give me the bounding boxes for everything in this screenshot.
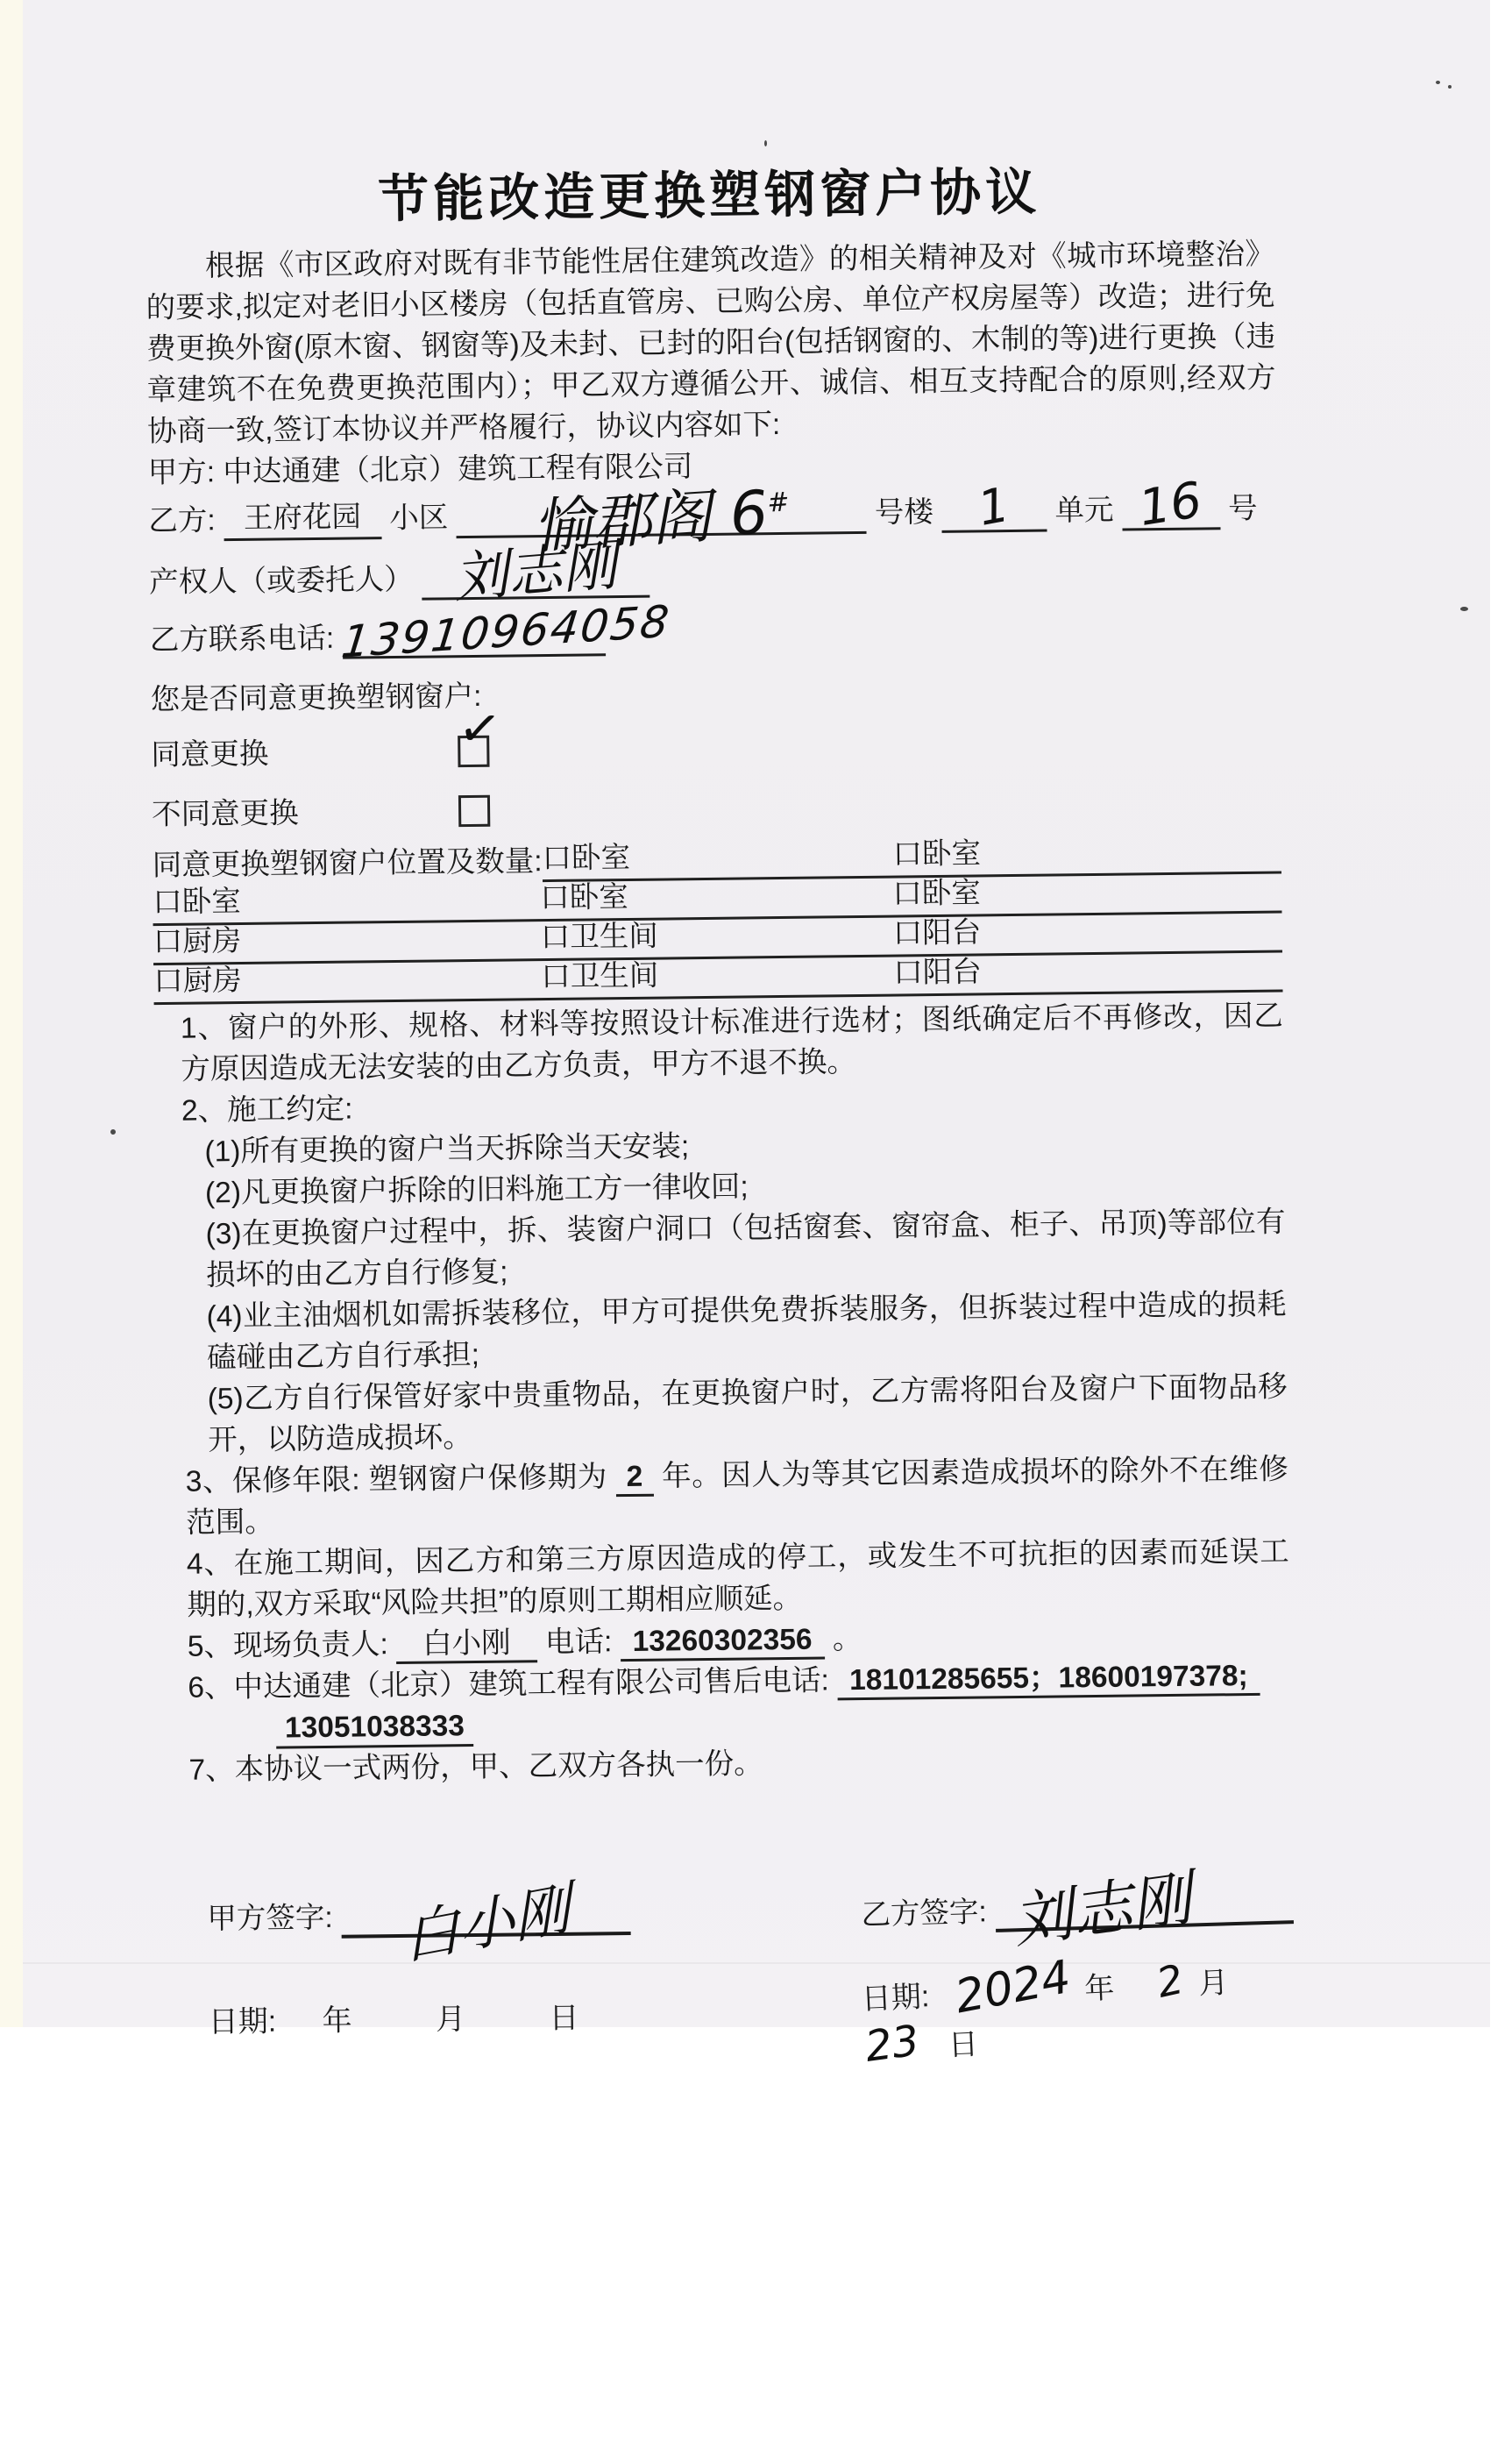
warranty-years-value: 2 — [615, 1461, 653, 1497]
community-suffix-label: 小区 — [389, 502, 449, 536]
locations-table — [153, 837, 1283, 1006]
aftersales-phones-1: 18101285655；18600197378; — [837, 1660, 1260, 1700]
address-blank — [456, 478, 867, 563]
clause-2-item-1: (1)所有更换的窗户当天拆除当天安装; — [204, 1130, 690, 1169]
party-a-label: 甲方: — [147, 456, 216, 490]
document-page — [23, 0, 1490, 2072]
site-manager-name: 白小刚 — [396, 1626, 537, 1664]
party-b-signature-label: 乙方签字: — [860, 1896, 988, 1932]
party-a-date-label: 日期: — [208, 2004, 277, 2039]
clause-1: 1、窗户的外形、规格、材料等按照设计标准进行选材；图纸确定后不再修改，因乙方原因造成无法安装的由乙方负责，甲方不退不换。 — [180, 1000, 1284, 1086]
party-a-date-block — [165, 1990, 862, 2041]
party-a-signature-line — [341, 1876, 631, 1973]
disagree-choice-row — [152, 779, 1281, 838]
table-cell: 口卧室 — [542, 841, 631, 876]
site-manager-label: 5、现场负责人: — [187, 1628, 389, 1663]
aftersales-label: 6、中达通建（北京）建筑工程有限公司售后电话: — [188, 1664, 830, 1704]
owner-line — [148, 532, 1279, 612]
table-cell: 口厨房 — [153, 924, 242, 959]
table-cell: 口阳台 — [892, 916, 982, 950]
building-no-blank — [941, 476, 1047, 537]
table-cell: 口卧室 — [540, 880, 628, 915]
party-b-date-year-label: 年 — [1083, 1971, 1116, 2006]
clause-2-item-4: (4)业主油烟机如需拆装移位，甲方可提供免费拆装服务，但拆装过程中造成的损耗磕碰由乙方自行承担; — [206, 1288, 1287, 1375]
party-b-date-day-handwriting: 23 — [862, 2016, 922, 2072]
clause-2-title: 2、施工约定: — [181, 1092, 353, 1128]
party-a-date-day-label: 日 — [549, 2001, 579, 2035]
disagree-label: 不同意更换 — [151, 796, 299, 831]
party-b-phone-blank — [338, 595, 673, 668]
building-label: 号楼 — [874, 496, 934, 530]
party-b-date-day-label: 日 — [948, 2027, 979, 2063]
clause-7: 7、本协议一式两份，甲、乙双方各执一份。 — [188, 1747, 763, 1787]
clause-3-suffix: 年。因人为等其它因素造成损坏的除外不在维修范围。 — [186, 1453, 1288, 1540]
clause-2-item-2: (2)凡更换窗户拆除的旧料施工方一律收回; — [204, 1171, 749, 1210]
party-b-phone-handwriting: 13910964058 — [338, 595, 673, 668]
clause-6 — [161, 1654, 1291, 1750]
disagree-checkbox — [458, 795, 490, 827]
address-handwriting: 愉郡阁 6# — [530, 478, 791, 563]
party-b-label: 乙方: — [148, 504, 216, 538]
party-a-date-month-label: 月 — [435, 2002, 466, 2037]
party-a-signature-label: 甲方签字: — [207, 1901, 333, 1936]
party-b-signature-block — [860, 1864, 1294, 1957]
party-b-date-year-handwriting: 2024 — [950, 1950, 1075, 2024]
table-cell: 口阳台 — [893, 956, 982, 990]
unit-no-blank — [1122, 471, 1221, 537]
unit-label: 单元 — [1054, 494, 1114, 528]
site-manager-phone-label: 电话: — [544, 1626, 613, 1660]
clause-2-item-5: (5)乙方自行保管好家中贵重物品，在更换窗户时，乙方需将阳台及窗户下面物品移开，以防造成损坏。 — [207, 1370, 1288, 1457]
unit-suffix-label: 号 — [1227, 492, 1258, 526]
party-b-date-label: 日期: — [861, 1980, 931, 2017]
address-sup: # — [766, 487, 791, 519]
aftersales-phones-2: 13051038333 — [276, 1709, 473, 1749]
community-name-value: 王府花园 — [243, 501, 362, 535]
building-no-handwriting: 1 — [973, 476, 1014, 537]
clauses-section — [154, 996, 1292, 1792]
intro-paragraph: 根据《市区政府对既有非节能性居住建筑改造》的相关精神及对《城市环境整治》的要求,拟定对老旧小区楼房（包括直管房、已购公房、单位产权房屋等）改造；进行免费更换外窗(原木窗、钢窗等)及未封、已封的阳台(包括钢窗的、木制的等)进行更换（违章建筑不在免费更换范围内）；甲乙双方遵循公开、诚信、相互支持配合的原则,经双方协商一致,签订本协议并严格履行，协议内容如下: — [146, 238, 1276, 449]
date-row — [165, 1950, 1295, 2072]
table-cell: 口卧室 — [892, 877, 981, 911]
agree-question: 您是否同意更换塑钢窗户: — [150, 680, 482, 717]
page-content — [22, 0, 1512, 2072]
agree-checkbox — [454, 696, 505, 767]
table-cell: 口卧室 — [892, 837, 982, 872]
party-b-date-block — [860, 1948, 1296, 2070]
table-cell: 口卧室 — [153, 885, 241, 920]
clause-3 — [160, 1448, 1289, 1544]
party-b-phone-line — [149, 595, 1280, 668]
agree-label: 同意更换 — [151, 737, 269, 772]
party-b-date-month-label: 月 — [1197, 1966, 1230, 2001]
table-cell: 口厨房 — [153, 964, 242, 999]
table-cell: 口卫生间 — [541, 959, 659, 994]
page-title: 节能改造更换塑钢窗户协议 — [377, 163, 1041, 229]
owner-name-blank — [422, 532, 650, 610]
locations-row1-label: 同意更换塑钢窗户位置及数量: — [152, 845, 543, 883]
clause-3-prefix: 3、保修年限: 塑钢窗户保修期为 — [185, 1461, 608, 1498]
check-mark-icon: ✓ — [454, 696, 505, 761]
clause-4: 4、在施工期间，因乙方和第三方原因造成的停工，或发生不可抗拒的因素而延误工期的,双方采取“风险共担”的原则工期相应顺延。 — [186, 1535, 1289, 1622]
party-b-signature-handwriting: 刘志刚 — [1008, 1864, 1196, 1957]
unit-no-handwriting: 16 — [1134, 471, 1206, 537]
clause-2-item-3: (3)在更换窗户过程中，拆、装窗户洞口（包括窗套、窗帘盒、柜子、吊顶)等部位有损坏的由乙方自行修复; — [205, 1206, 1286, 1292]
site-manager-phone: 13260302356 — [620, 1623, 824, 1662]
community-name-blank — [224, 498, 382, 541]
party-a-signature-block — [164, 1876, 862, 1973]
party-a-signature-handwriting: 白小刚 — [401, 1876, 572, 1973]
owner-label: 产权人（或委托人） — [148, 563, 414, 600]
party-b-date-month-handwriting: 2 — [1152, 1954, 1189, 2007]
party-b-phone-label: 乙方联系电话: — [149, 622, 335, 658]
scanner-edge-strip — [0, 0, 23, 2027]
table-cell: 口卫生间 — [540, 920, 658, 955]
owner-name-handwriting: 刘志刚 — [451, 532, 620, 610]
party-b-signature-line — [994, 1864, 1293, 1957]
signature-row — [163, 1826, 1293, 1973]
clause-5-period: 。 — [832, 1623, 862, 1656]
party-a-value: 中达通建（北京）建筑工程有限公司 — [223, 451, 693, 489]
party-a-date-year-label: 年 — [322, 2003, 352, 2038]
